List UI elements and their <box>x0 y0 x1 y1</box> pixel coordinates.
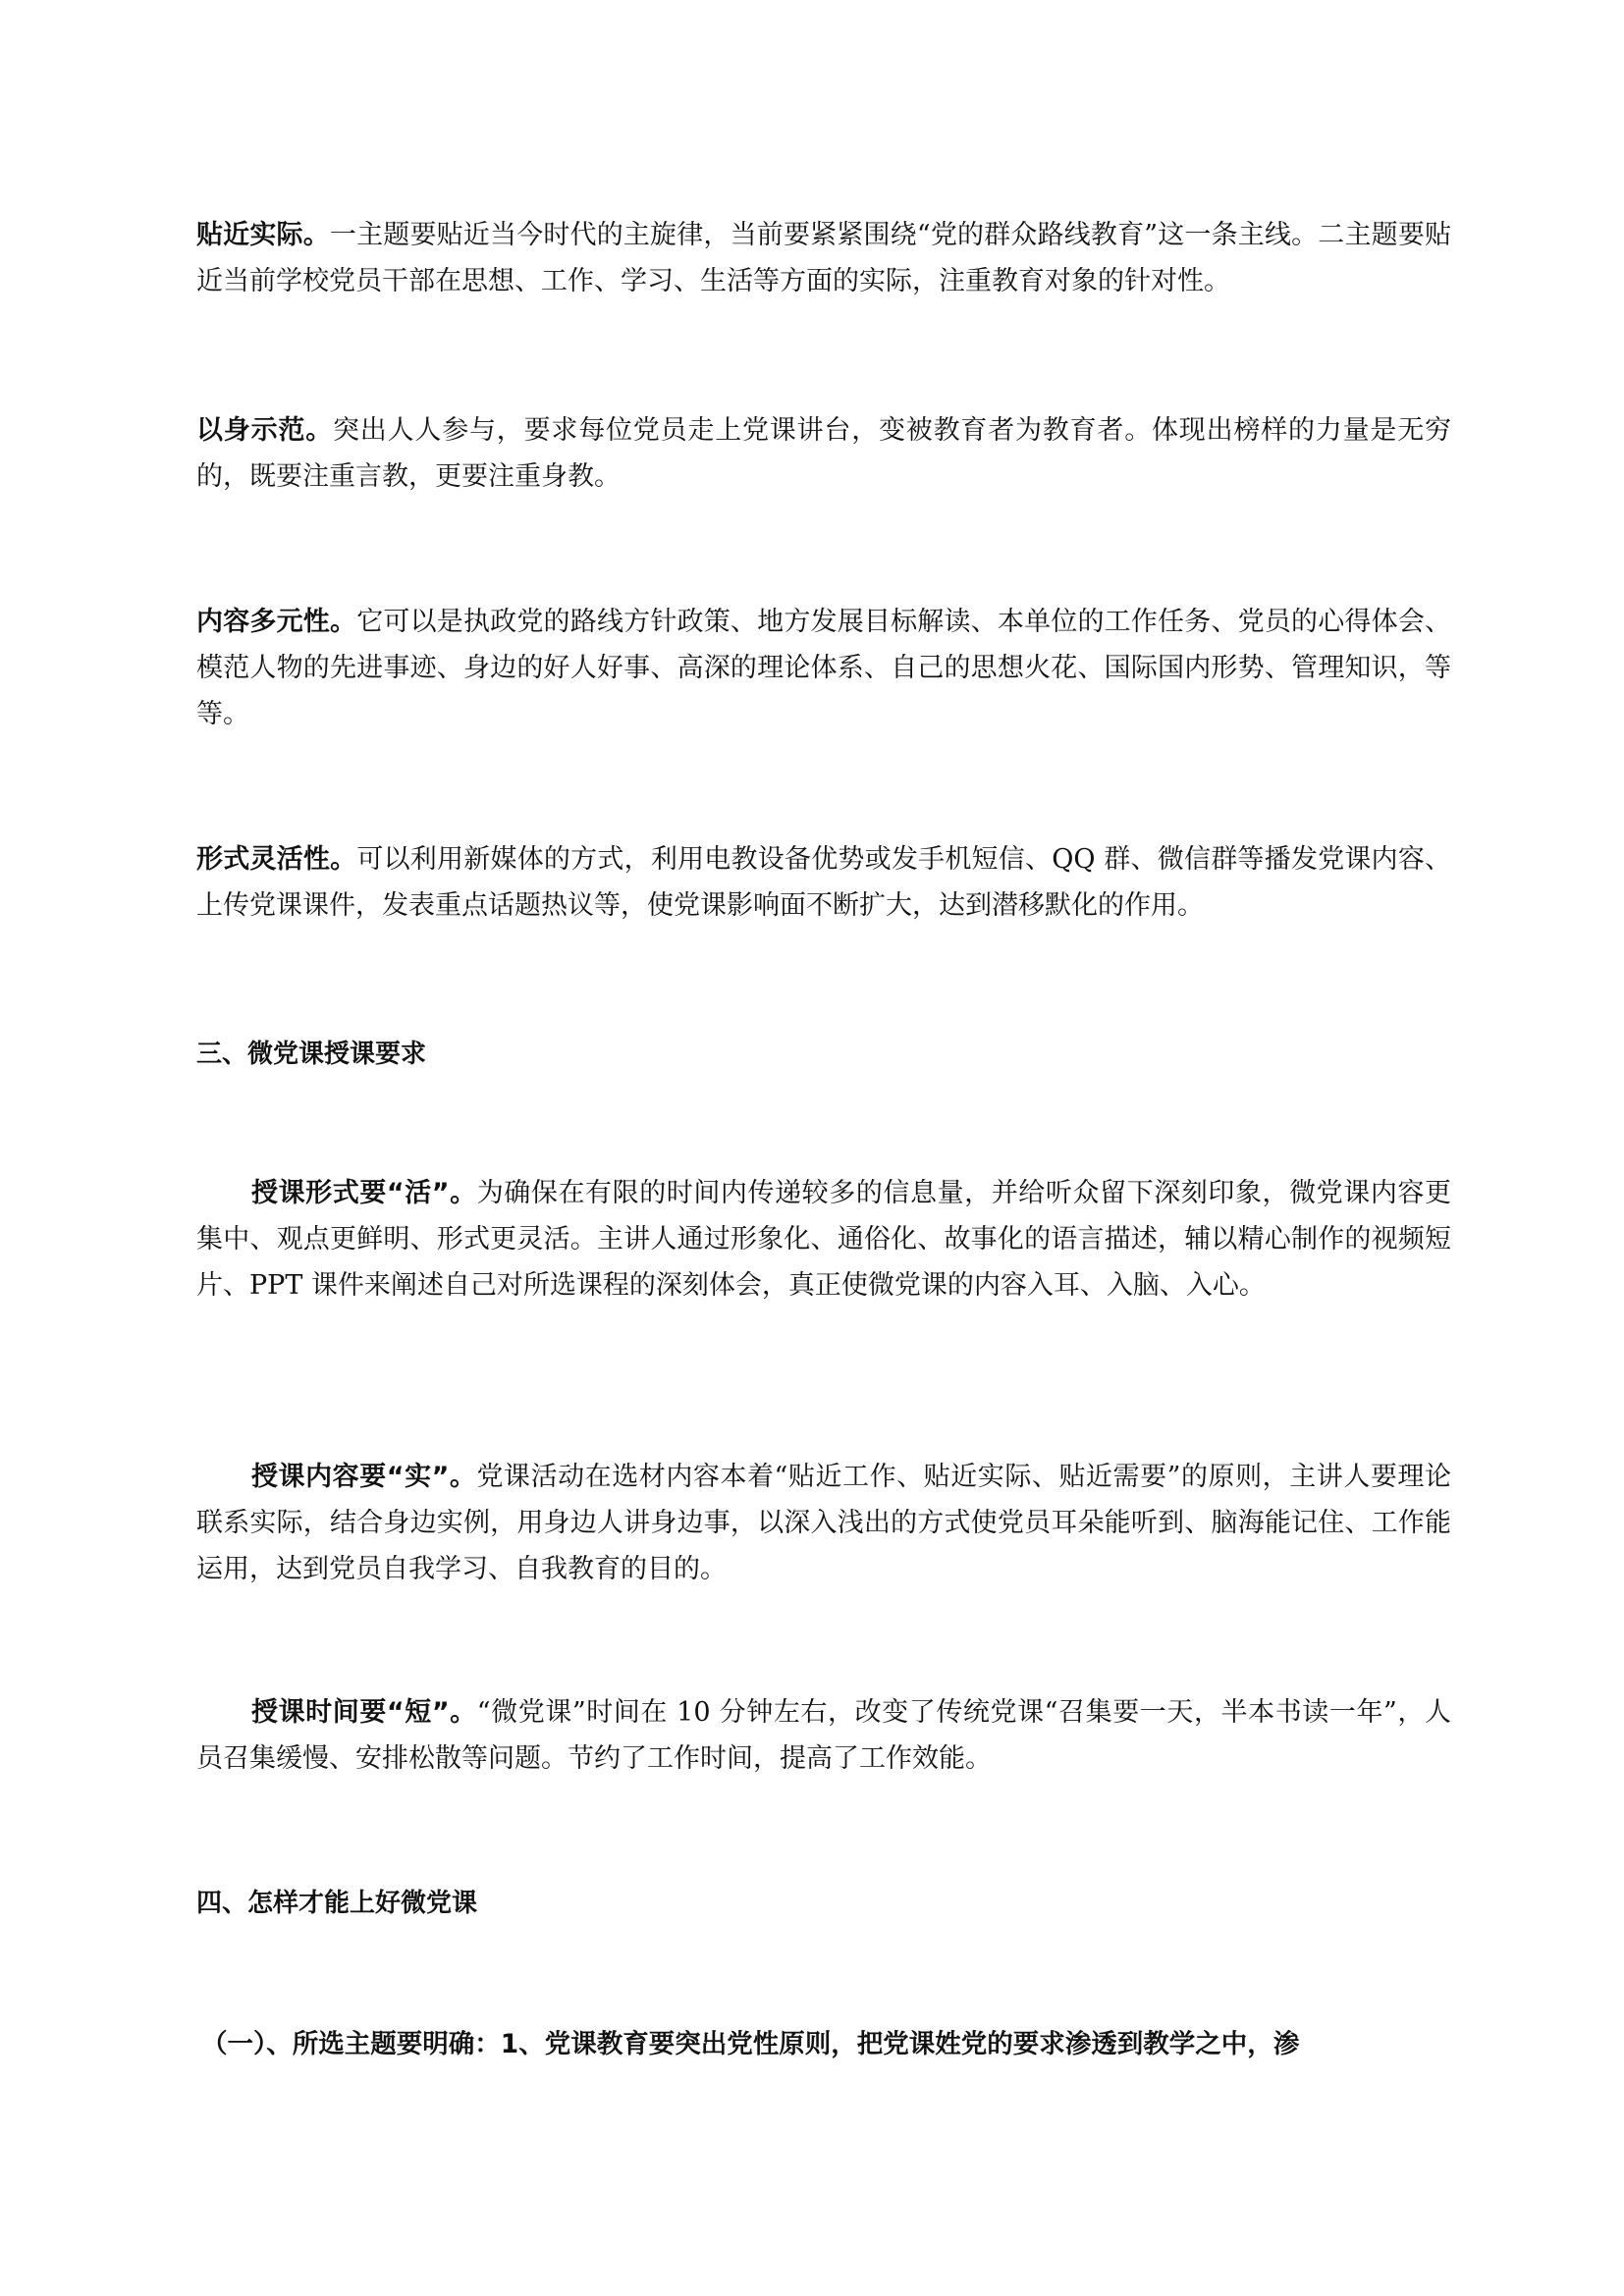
paragraph-lead: 形式灵活性。 <box>196 844 357 875</box>
subsection-heading: （一）、所选主题要明确：1、党课教育要突出党性原则，把党课姓党的要求渗透到教学之中，渗 <box>201 2029 1300 2059</box>
paragraph-text: 党课活动在选材内容本着“贴近工作、贴近实际、贴近需要”的原则，主讲人要理论联系实际，结合身边实例，用身边人讲身边事，以深入浅出的方式使党员耳朵能听到、脑海能记住、工作能运用，达到党员自我学习、自我教育的目的。 <box>196 1462 1451 1584</box>
paragraph-lead: 授课时间要“短”。 <box>251 1697 477 1728</box>
requirement-practical <box>196 1454 1451 1592</box>
section-heading-4: 四、怎样才能上好微党课 <box>196 1889 478 1918</box>
paragraph-lead: 内容多元性。 <box>196 607 357 637</box>
paragraph-text: 它可以是执政党的路线方针政策、地方发展目标解读、本单位的工作任务、党员的心得体会、模范人物的先进事迹、身边的好人好事、高深的理论体系、自己的思想火花、国际国内形势、管理知识，等等。 <box>196 607 1452 729</box>
paragraph-lead: 授课内容要“实”。 <box>251 1462 477 1492</box>
paragraph-lead: 授课形式要“活”。 <box>251 1178 477 1208</box>
paragraph-text: 可以利用新媒体的方式，利用电教设备优势或发手机短信、QQ 群、微信群等播发党课内容、上传党课课件，发表重点话题热议等，使党课影响面不断扩大，达到潜移默化的作用。 <box>196 844 1451 921</box>
section-heading-3: 三、微党课授课要求 <box>196 1040 427 1069</box>
paragraph-text: 一主题要贴近当今时代的主旋律，当前要紧紧围绕“党的群众路线教育”这一条主线。二主题要贴近当前学校党员干部在思想、工作、学习、生活等方面的实际，注重教育对象的针对性。 <box>196 220 1452 296</box>
requirement-lively <box>196 1170 1451 1308</box>
paragraph-diverse-content <box>196 599 1451 737</box>
paragraph-practical <box>196 212 1451 304</box>
paragraph-text: 突出人人参与，要求每位党员走上党课讲台，变被教育者为教育者。体现出榜样的力量是无穷的，既要注重言教，更要注重身教。 <box>196 415 1451 492</box>
paragraph-lead: 贴近实际。 <box>196 220 330 250</box>
paragraph-text: 为确保在有限的时间内传递较多的信息量，并给听众留下深刻印象，微党课内容更集中、观点更鲜明、形式更灵活。主讲人通过形象化、通俗化、故事化的语言描述，辅以精心制作的视频短片、PPT 课件来阐述自己对所选课程的深刻体会，真正使微党课的内容入耳、入脑、入心。 <box>196 1178 1452 1301</box>
paragraph-text: “微党课”时间在 10 分钟左右，改变了传统党课“召集要一天，半本书读一年”，人员召集缓慢、安排松散等问题。节约了工作时间，提高了工作效能。 <box>196 1697 1451 1774</box>
requirement-short <box>196 1689 1451 1782</box>
paragraph-flexible-form <box>196 836 1451 929</box>
paragraph-example <box>196 407 1451 500</box>
paragraph-lead: 以身示范。 <box>196 415 333 446</box>
